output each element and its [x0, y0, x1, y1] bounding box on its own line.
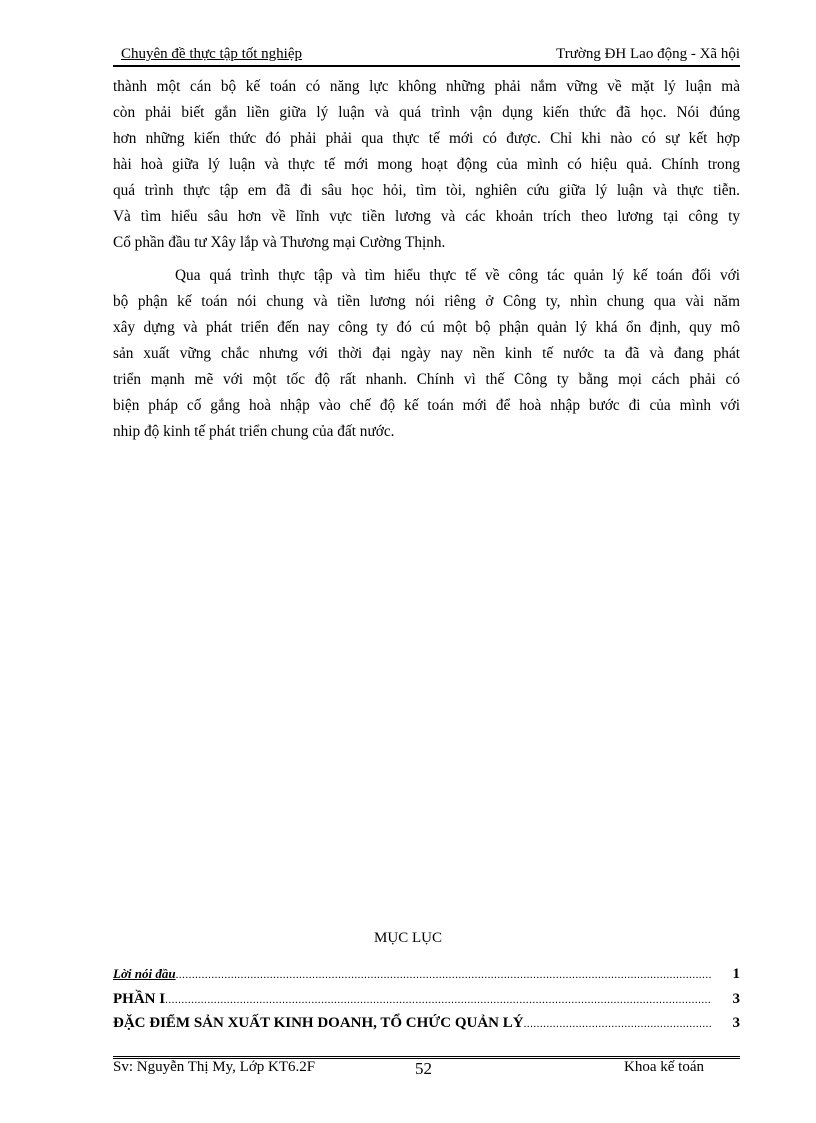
- toc-leader: [165, 987, 712, 1012]
- text-line: biện pháp cố gắng hoà nhập vào chế độ kế toán mới để hoà nhập bước đi của mình với: [113, 397, 740, 414]
- paragraph-1: [113, 74, 740, 256]
- text-line: xây dựng và phát triển đến nay công ty đó cú một bộ phận quản lý khá ổn định, quy mô: [113, 319, 740, 336]
- text-line: Cổ phần đầu tư Xây lắp và Thương mại Cường Thịnh.: [113, 234, 446, 251]
- text-line: bộ phận kế toán nói chung và tiền lương nói riêng ở Công ty, nhìn chung qua vài năm: [113, 293, 740, 310]
- text-line: quá trình thực tập em đã đi sâu học hỏi, tìm tòi, nghiên cứu giữa lý luận và thực tiễn.: [113, 182, 740, 199]
- toc-entry-page: 1: [732, 966, 740, 982]
- text-line: thành một cán bộ kế toán có năng lực không những phải nắm vững về mặt lý luận mà: [113, 78, 740, 95]
- text-line: Qua quá trình thực tập và tìm hiểu thực tế về công tác quản lý kế toán đối với: [175, 267, 740, 284]
- header-right: Trường ĐH Lao động - Xã hội: [556, 46, 740, 62]
- header-left: Chuyên đề thực tập tốt nghiệp: [121, 46, 303, 62]
- text-line: sản xuất vững chắc nhưng với thời đại ngày nay nền kinh tế nước ta đã và đang phát: [113, 345, 740, 362]
- toc-entry-label: PHẦN I: [113, 990, 166, 1007]
- table-of-contents: [113, 962, 740, 1036]
- text-line: triển mạnh mẽ với một tốc độ rất nhanh. Chính vì thế Công ty bằng mọi cách phải có: [113, 371, 740, 388]
- toc-leader: [524, 1011, 712, 1036]
- page-footer: [113, 1056, 740, 1079]
- toc-entry-page: 3: [732, 990, 740, 1007]
- paragraph-2: [113, 263, 740, 445]
- toc-title: MỤC LỤC: [374, 930, 442, 946]
- page-number: 52: [415, 1059, 432, 1078]
- text-line: hơn những kiến thức đó phải phải qua thực tế mới có được. Chỉ khi nào có sự kết hợp: [113, 130, 740, 147]
- page-header: [113, 46, 740, 67]
- toc-entry[interactable]: [113, 987, 740, 1012]
- toc-entry-label: Lời nói đầu: [113, 966, 176, 981]
- text-line: hài hoà giữa lý luận và thực tế mới mong hoạt động của mình có hiệu quả. Chính trong: [113, 156, 740, 173]
- toc-entry[interactable]: [113, 962, 740, 987]
- toc-leader: [176, 962, 712, 987]
- text-line: nhip độ kinh tế phát triển chung của đất nước.: [113, 423, 395, 440]
- text-line: còn phải biết gắn liền giữa lý luận và quá trình vận dụng kiến thức đã học. Nói đúng: [113, 104, 740, 121]
- toc-entry-page: 3: [732, 1015, 740, 1031]
- text-line: Và tìm hiểu sâu hơn về lĩnh vực tiền lương và các khoản trích theo lương tại công ty: [113, 208, 740, 225]
- toc-entry[interactable]: [113, 1011, 740, 1036]
- footer-right: Khoa kế toán: [624, 1059, 704, 1075]
- toc-entry-label: ĐẶC ĐIỂM SẢN XUẤT KINH DOANH, TỔ CHỨC QUẢN LÝ: [113, 1015, 524, 1031]
- footer-left: Sv: Nguyễn Thị My, Lớp KT6.2F: [113, 1059, 316, 1075]
